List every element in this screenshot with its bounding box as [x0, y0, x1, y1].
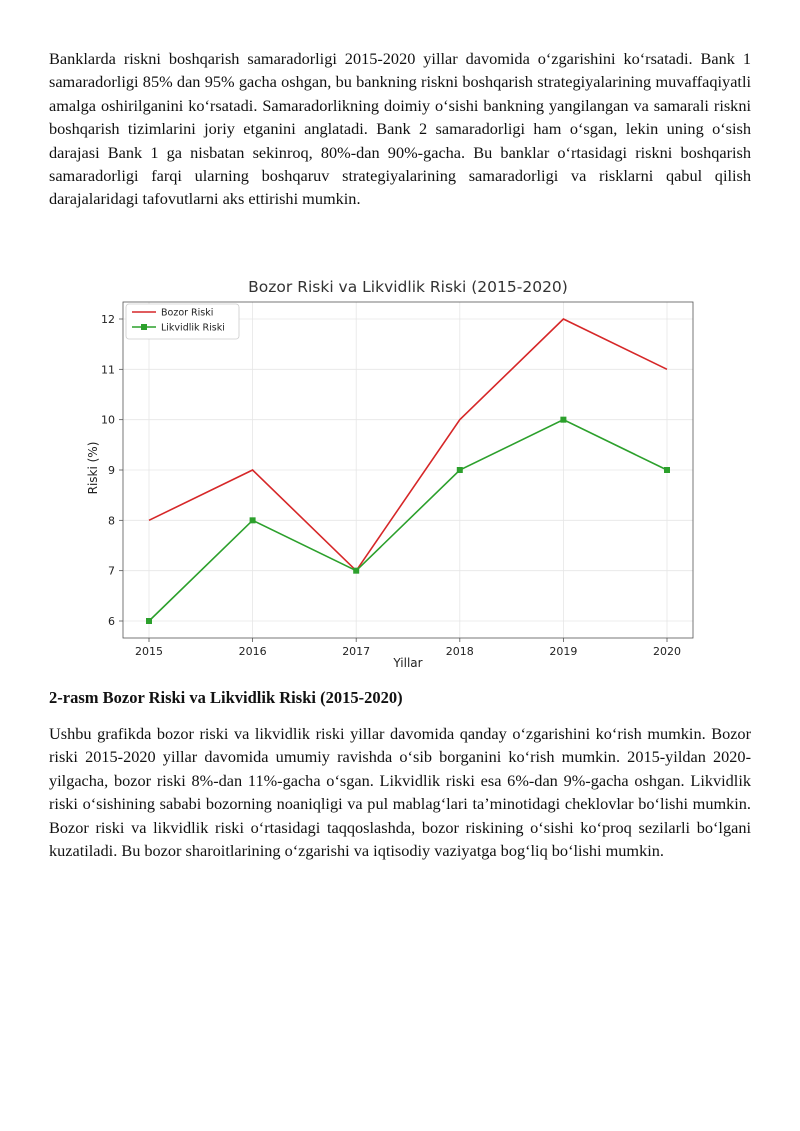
x-tick-label: 2020 — [653, 645, 681, 658]
y-tick-label: 9 — [108, 464, 115, 477]
x-tick-label: 2017 — [342, 645, 371, 658]
data-point — [664, 467, 670, 473]
x-tick-label: 2019 — [549, 645, 578, 658]
series-line-0 — [149, 319, 667, 571]
y-tick-label: 8 — [108, 514, 115, 528]
y-tick-label: 11 — [101, 363, 115, 377]
chart-legend — [126, 304, 239, 339]
y-tick-label: 6 — [108, 615, 115, 628]
grid-lines — [123, 302, 693, 638]
data-point — [560, 417, 566, 423]
data-point — [457, 467, 463, 473]
y-axis-title: Riski (%) — [86, 441, 100, 495]
data-point — [146, 618, 152, 624]
chart-title: Bozor Riski va Likvidlik Riski (2015-2020) — [248, 278, 568, 296]
figure-caption: 2-rasm Bozor Riski va Likvidlik Riski (2015-2020) — [49, 688, 403, 707]
data-point — [250, 517, 256, 523]
series-layer — [146, 319, 670, 624]
intro-paragraph: Banklarda riskni boshqarish samaradorligi 2015-2020 yillar davomida oʻzgarishini koʻrsatadi. Bank 1 samaradorligi 85% dan 95% gacha oshgan, bu bankning riskni boshqarish strategiyalarining muvaffaqiyatli amalga oshirilganini koʻrsatadi. Samaradorlikning doimiy oʻsishi bankning yangilangan va samarali riskni boshqarish tizimlarini joriy etganini anglatadi. Bank 2 samaradorligi ham oʻsgan, lekin uning oʻsish darajasi Bank 1 ga nisbatan sekinroq, 80%-dan 90%-gacha. Bu banklar oʻrtasidagi riskni boshqarish samaradorligi farqi ularning boshqaruv strategiyalarining samaradorligi va risklarni qabul qilish darajalaridagi tafovutlarni aks ettirishi mumkin. — [49, 49, 751, 209]
tick-labels — [101, 313, 681, 658]
legend-label: Bozor Riski — [161, 307, 214, 319]
data-point — [353, 568, 359, 574]
y-tick-label: 7 — [108, 564, 115, 578]
analysis-paragraph: Ushbu grafikda bozor riski va likvidlik riski yillar davomida qanday oʻzgarishini koʻrish mumkin. Bozor riski 2015-2020 yillar davomida umumiy ravishda oʻsib borganini koʻrish mumkin. 2015-yildan 2020-yilgacha, bozor riski 8%-dan 11%-gacha oʻsgan. Likvidlik riski esa 6%-dan 9%-gacha oshgan. Likvidlik riski oʻsishining sababi bozorning noaniqligi va pul mablagʻlari taʼminotidagi cheklovlar boʻlishi mumkin. Bozor riski va likvidlik riski oʻrtasidagi taqqoslashda, bozor riskining oʻsishi koʻproq sezilarli boʻlgani kuzatiladi. Bu bozor sharoitlarining oʻzgarishi va iqtisodiy vaziyatga bogʻliq boʻlishi mumkin. — [49, 724, 751, 861]
legend-swatch-marker — [141, 324, 147, 330]
x-tick-label: 2016 — [238, 645, 267, 658]
risk-line-chart — [75, 268, 725, 678]
x-tick-label: 2015 — [135, 645, 163, 658]
y-tick-label: 12 — [101, 313, 115, 326]
x-axis-title: Yillar — [393, 656, 423, 670]
legend-label: Likvidlik Riski — [161, 322, 225, 334]
x-tick-label: 2018 — [445, 645, 474, 658]
y-tick-label: 10 — [101, 413, 115, 427]
